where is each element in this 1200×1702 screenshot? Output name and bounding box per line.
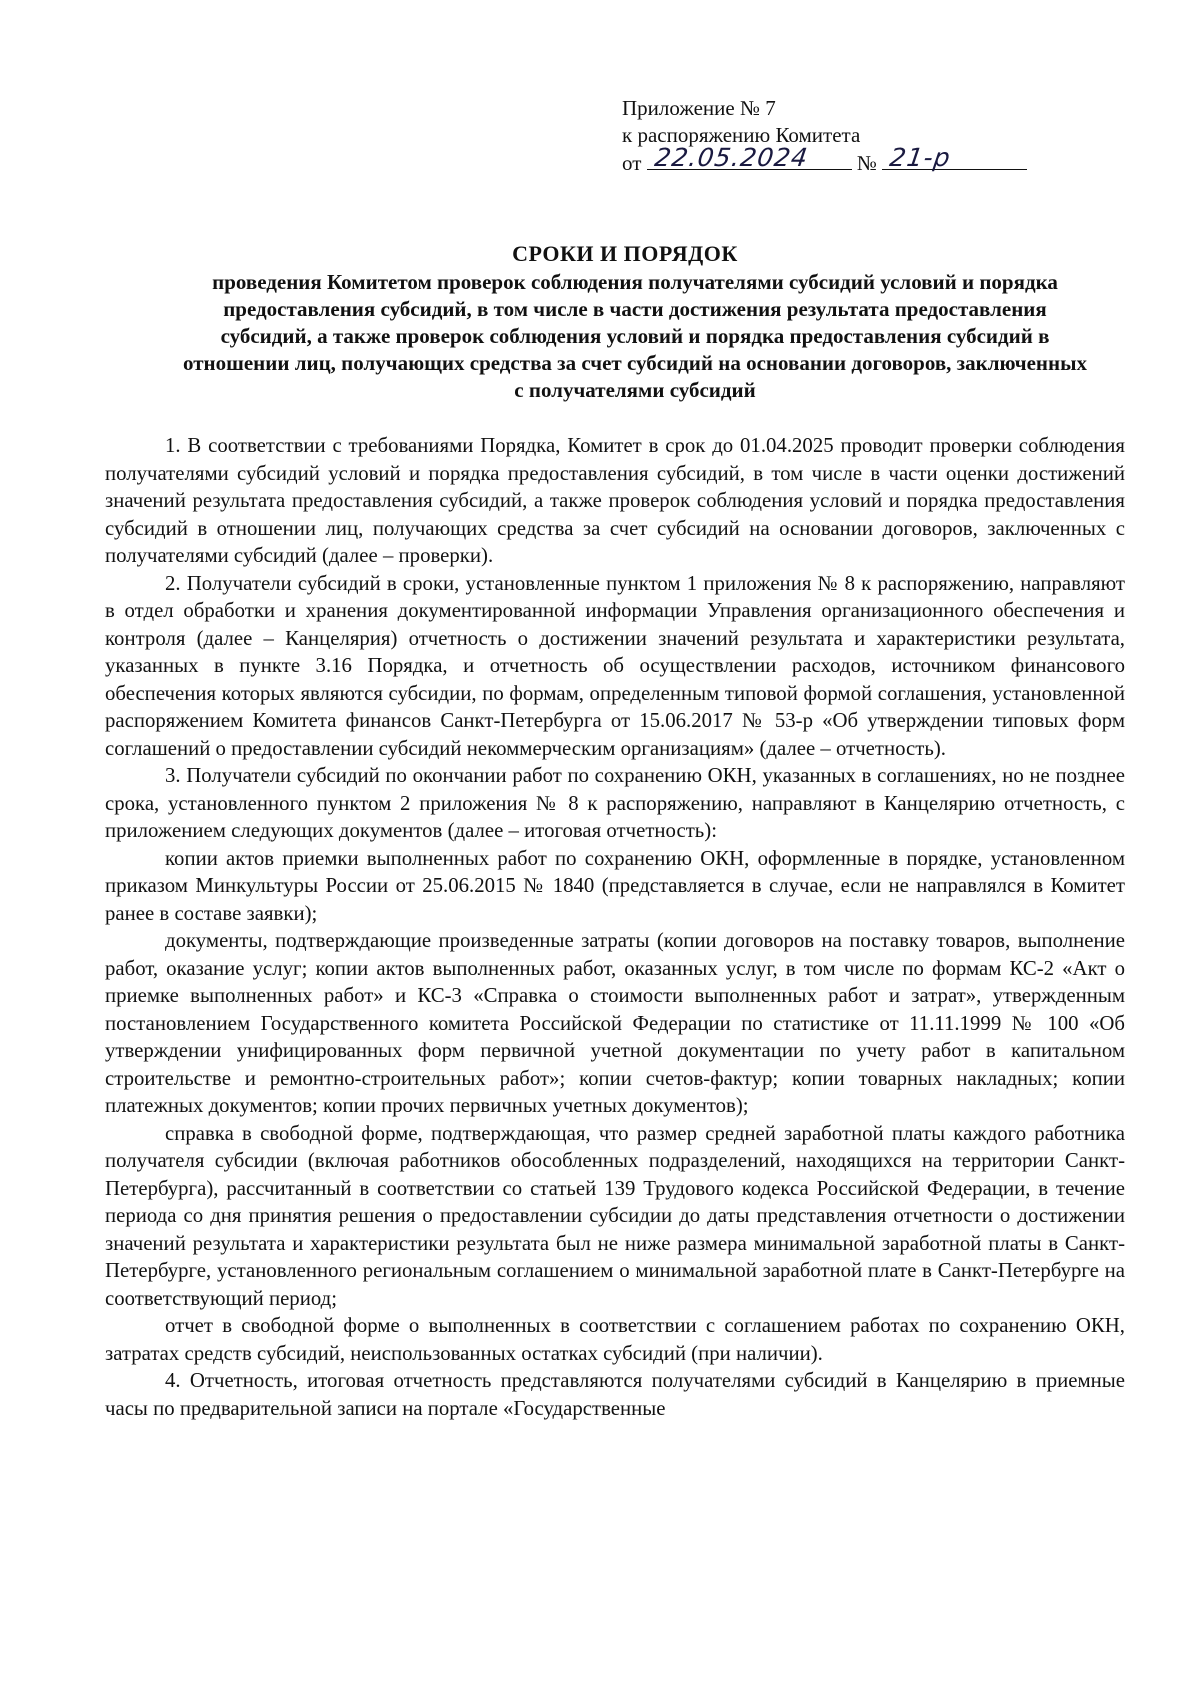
date-blank <box>647 143 852 172</box>
paragraph-1: 1. В соответствии с требованиями Порядка, Комитет в срок до 01.04.2025 проводит проверки соблюдения получателями субсидий условий и порядка предоставления субсидий, в том числе в части оценки достижений значений результата предоставления субсидий, а также проверок соблюдения условий и порядка предоставления субсидий в отношении лиц, получающих средства за счет субсидий на основании договоров, заключенных с получателями субсидий (далее – проверки). <box>105 434 1125 567</box>
from-label: от <box>622 151 642 175</box>
paragraph-3-item-3: справка в свободной форме, подтверждающая, что размер средней заработной платы каждого работника получателя субсидии (включая работников обособленных подразделений, находящихся на территории Санкт-Петербурга), рассчитанный в соответствии со статьей 139 Трудового кодекса Российской Федерации, в течение периода со дня принятия решения о предоставлении субсидии до даты представления отчетности о достижении значений результата и характеристики результата был не ниже размера минимальной заработной платы в Санкт-Петербурге, установленного региональным соглашением о минимальной заработной плате в Санкт-Петербурге на соответствующий период; <box>105 1121 1125 1310</box>
handwritten-date: 22.05.2024 <box>652 143 810 172</box>
paragraph-3-item-4: отчет в свободной форме о выполненных в соответствии с соглашением работах по сохранению ОКН, затратах средств субсидий, неиспользованных остатках субсидий (при наличии). <box>105 1314 1125 1365</box>
paragraph-3-item-2: документы, подтверждающие произведенные затраты (копии договоров на поставку товаров, выполнение работ, оказание услуг; копии актов выполненных работ, оказанных услуг, в том числе по формам КС-2 «Акт о приемке выполненных работ» и КС-3 «Справка о стоимости выполненных работ и затрат», утвержденным постановлением Государственного комитета Российской Федерации по статистике от 11.11.1999 № 100 «Об утверждении унифицированных форм первичной учетной документации по учету работ в капитальном строительстве и ремонтно-строительных работ»; копии счетов-фактур; копии товарных накладных; копии платежных документов; копии прочих первичных учетных документов); <box>105 929 1125 1117</box>
paragraph-3-item-1: копии актов приемки выполненных работ по сохранению ОКН, оформленные в порядке, установленном приказом Минкультуры России от 25.06.2015 № 1840 (представляется в случае, если не направлялся в Комитет ранее в составе заявки); <box>105 846 1125 925</box>
document-title: СРОКИ И ПОРЯДОК <box>512 241 738 266</box>
paragraph-2: 2. Получатели субсидий в сроки, установленные пунктом 1 приложения № 8 к распоряжению, направляют в отдел обработки и хранения документированной информации Управления организационного обеспечения и контроля (далее – Канцелярия) отчетность о достижении значений результата и характеристики результата, указанных в пункте 3.16 Порядка, и отчетность об осуществлении расходов, источником финансового обеспечения которых являются субсидии, по формам, определенным типовой формой соглашения, установленной распоряжением Комитета финансов Санкт-Петербурга от 15.06.2017 № 53-р «Об утверждении типовых форм соглашений о предоставлении субсидий некоммерческим организациям» (далее – отчетность). <box>105 571 1125 760</box>
document-body <box>105 432 1125 1422</box>
appendix-reference: к распоряжению Комитета <box>622 123 861 147</box>
paragraph-3: 3. Получатели субсидий по окончании работ по сохранению ОКН, указанных в соглашениях, но не позднее срока, установленного пунктом 2 приложения № 8 к распоряжению, направляют в Канцелярию отчетность, с приложением следующих документов (далее – итоговая отчетность): <box>105 764 1125 842</box>
number-label: № <box>856 151 877 175</box>
document-title-block <box>150 240 1100 404</box>
appendix-number: Приложение № 7 <box>622 96 776 120</box>
appendix-date-number-line <box>622 143 1027 177</box>
document-subtitle: проведения Комитетом проверок соблюдения получателями субсидий условий и порядка предоставления субсидий, в том числе в части достижения результата предоставления субсидий, а также проверок соблюдения условий и порядка предоставления субсидий в отношении лиц, получающих средства за счет субсидий на основании договоров, заключенных с получателями субсидий <box>182 270 1088 402</box>
appendix-header <box>622 95 1027 177</box>
handwritten-number: 21-р <box>888 143 953 172</box>
number-blank <box>882 143 1027 172</box>
paragraph-4: 4. Отчетность, итоговая отчетность представляются получателями субсидий в Канцелярию в приемные часы по предварительной записи на портале «Государственные <box>105 1369 1125 1420</box>
